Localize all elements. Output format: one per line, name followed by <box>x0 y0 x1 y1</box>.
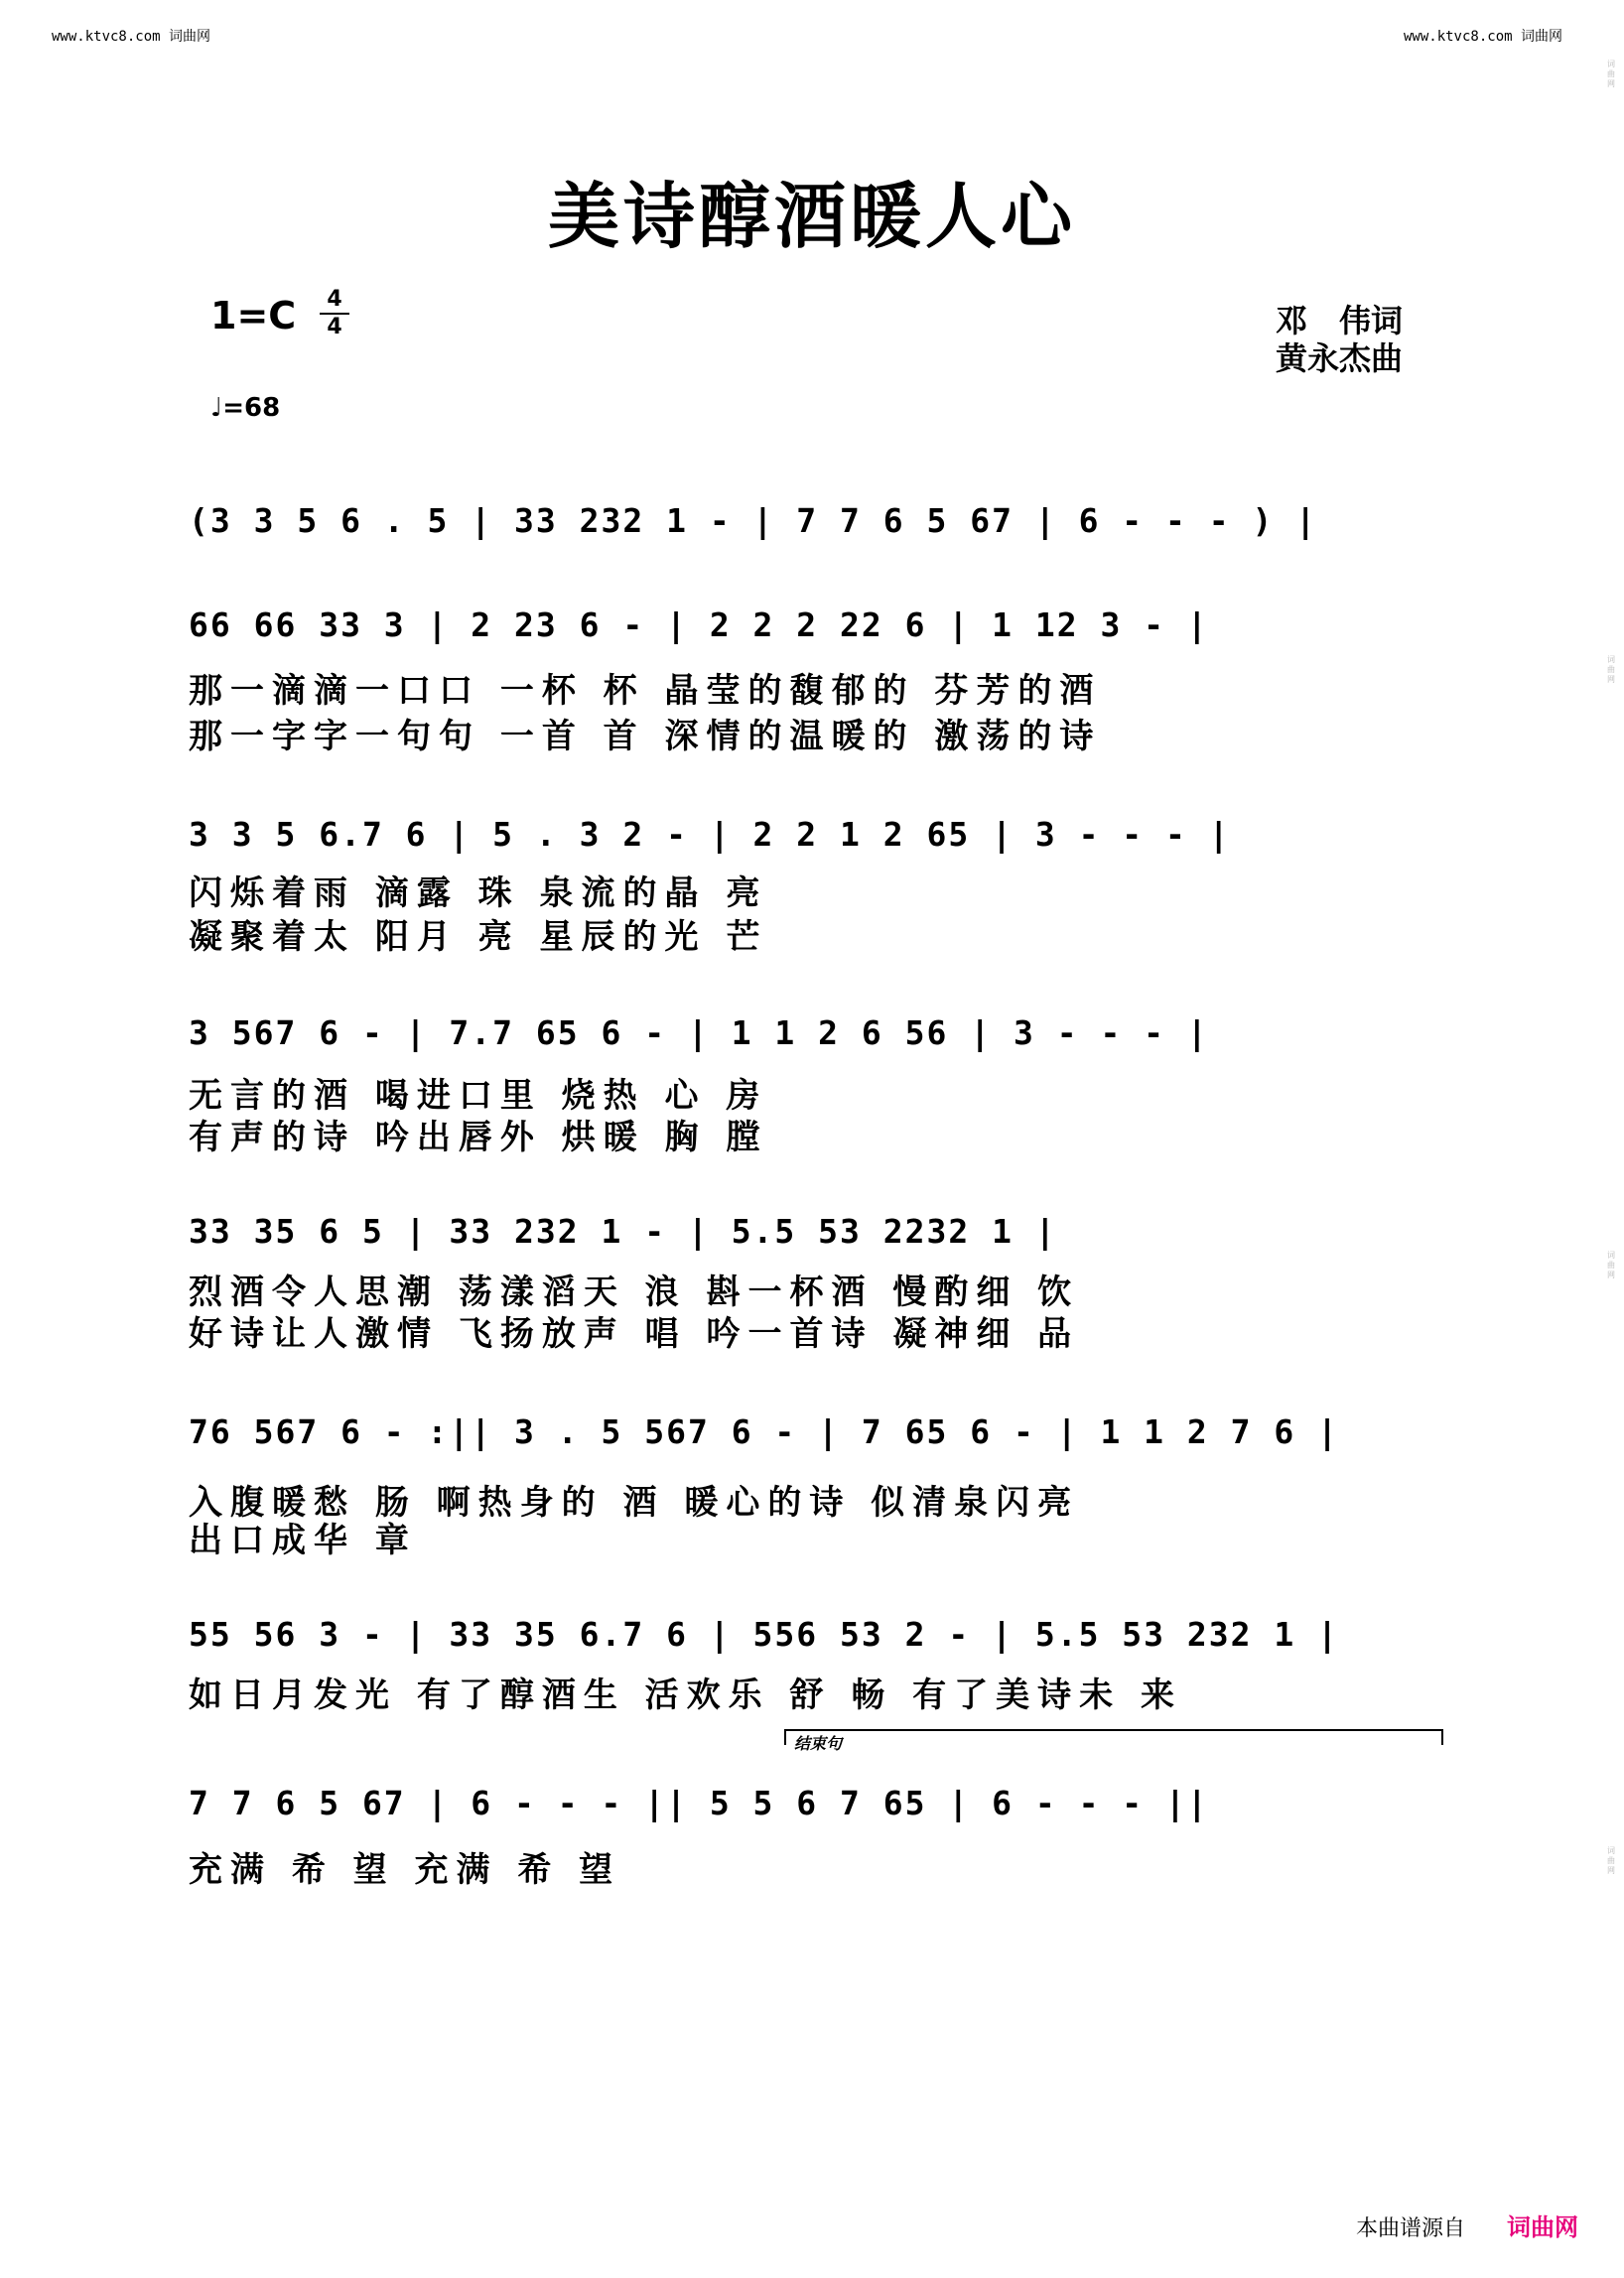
lyric-verse-2: 凝聚着太 阳月 亮 星辰的光 芒 <box>189 917 768 957</box>
notation-line: 7 7 6 5 67 | 6 - - - || 5 5 6 7 65 | 6 - - - || <box>189 1784 1209 1822</box>
header-site-left: www.ktvc8.com 词曲网 <box>52 29 211 45</box>
header-site-right: www.ktvc8.com 词曲网 <box>1403 29 1562 45</box>
notation-line: 55 56 3 - | 33 35 6.7 6 | 556 53 2 - | 5.5 53 232 1 | <box>189 1615 1339 1654</box>
score-line-5 <box>189 1197 1449 1257</box>
side-watermark: 词曲网 <box>1607 60 1615 88</box>
lyric-verse-1: 无言的酒 喝进口里 烧热 心 房 <box>189 1076 768 1116</box>
side-watermark: 词曲网 <box>1607 1846 1615 1875</box>
lyric-verse-2: 那一字字一句句 一首 首 深情的温暖的 激荡的诗 <box>189 717 1102 756</box>
lyric-verse-1: 入腹暖愁 肠 啊热身的 酒 暖心的诗 似清泉闪亮 <box>189 1483 1080 1523</box>
song-title: 美诗醇酒暖人心 <box>547 175 1076 258</box>
lyric-verse-1: 烈酒令人思潮 荡漾滔天 浪 斟一杯酒 慢酌细 饮 <box>189 1273 1080 1312</box>
composer-credit: 黄永杰曲 <box>1276 339 1404 377</box>
lyric-verse-1: 那一滴滴一口口 一杯 杯 晶莹的馥郁的 芬芳的酒 <box>189 671 1102 711</box>
time-signature <box>320 288 349 339</box>
tempo-marking: ♩=68 <box>210 393 281 423</box>
lyric-verse-1: 闪烁着雨 滴露 珠 泉流的晶 亮 <box>189 873 768 913</box>
notation-line: (3 3 5 6 . 5 | 33 232 1 - | 7 7 6 5 67 | 6 - - - ) | <box>189 501 1318 540</box>
score-line-3 <box>189 800 1449 860</box>
side-watermark: 词曲网 <box>1607 655 1615 684</box>
ending-label: 结束句 <box>794 1734 843 1753</box>
time-signature-bottom: 4 <box>327 315 342 339</box>
lyric-verse-1: 如日月发光 有了醇酒生 活欢乐 舒 畅 有了美诗未 来 <box>189 1675 1183 1715</box>
lyric-verse-1: 充满 希 望 充满 希 望 <box>189 1850 621 1890</box>
notation-line: 3 567 6 - | 7.7 65 6 - | 1 1 2 6 56 | 3 - - - | <box>189 1013 1209 1052</box>
notation-line: 33 35 6 5 | 33 232 1 - | 5.5 53 2232 1 | <box>189 1212 1057 1251</box>
notation-line: 76 567 6 - :|| 3 . 5 567 6 - | 7 65 6 - | 1 1 2 7 6 | <box>189 1412 1339 1451</box>
score-line-2 <box>189 591 1449 650</box>
lyricist-credit: 邓 伟词 <box>1276 302 1404 339</box>
score-line-8 <box>189 1769 1449 1828</box>
notation-line: 3 3 5 6.7 6 | 5 . 3 2 - | 2 2 1 2 65 | 3 - - - | <box>189 815 1231 854</box>
lyric-verse-2: 出口成华 章 <box>189 1521 417 1560</box>
score-line-4 <box>189 999 1449 1058</box>
ending-bracket <box>784 1729 1443 1745</box>
score-line-6 <box>189 1398 1449 1457</box>
lyric-verse-2: 好诗让人激情 飞扬放声 唱 吟一首诗 凝神细 品 <box>189 1314 1080 1354</box>
footer-brand-link[interactable]: 词曲网 <box>1507 2213 1578 2241</box>
score-line-1 <box>189 486 1449 546</box>
score-line-7 <box>189 1600 1449 1660</box>
notation-line: 66 66 33 3 | 2 23 6 - | 2 2 2 22 6 | 1 12 3 - | <box>189 605 1209 644</box>
time-signature-top: 4 <box>327 287 342 312</box>
side-watermark: 词曲网 <box>1607 1251 1615 1279</box>
lyric-verse-2: 有声的诗 吟出唇外 烘暖 胸 膛 <box>189 1118 768 1157</box>
footer-source-text: 本曲谱源自 <box>1355 2216 1465 2241</box>
key-signature: 1=C <box>210 294 297 337</box>
